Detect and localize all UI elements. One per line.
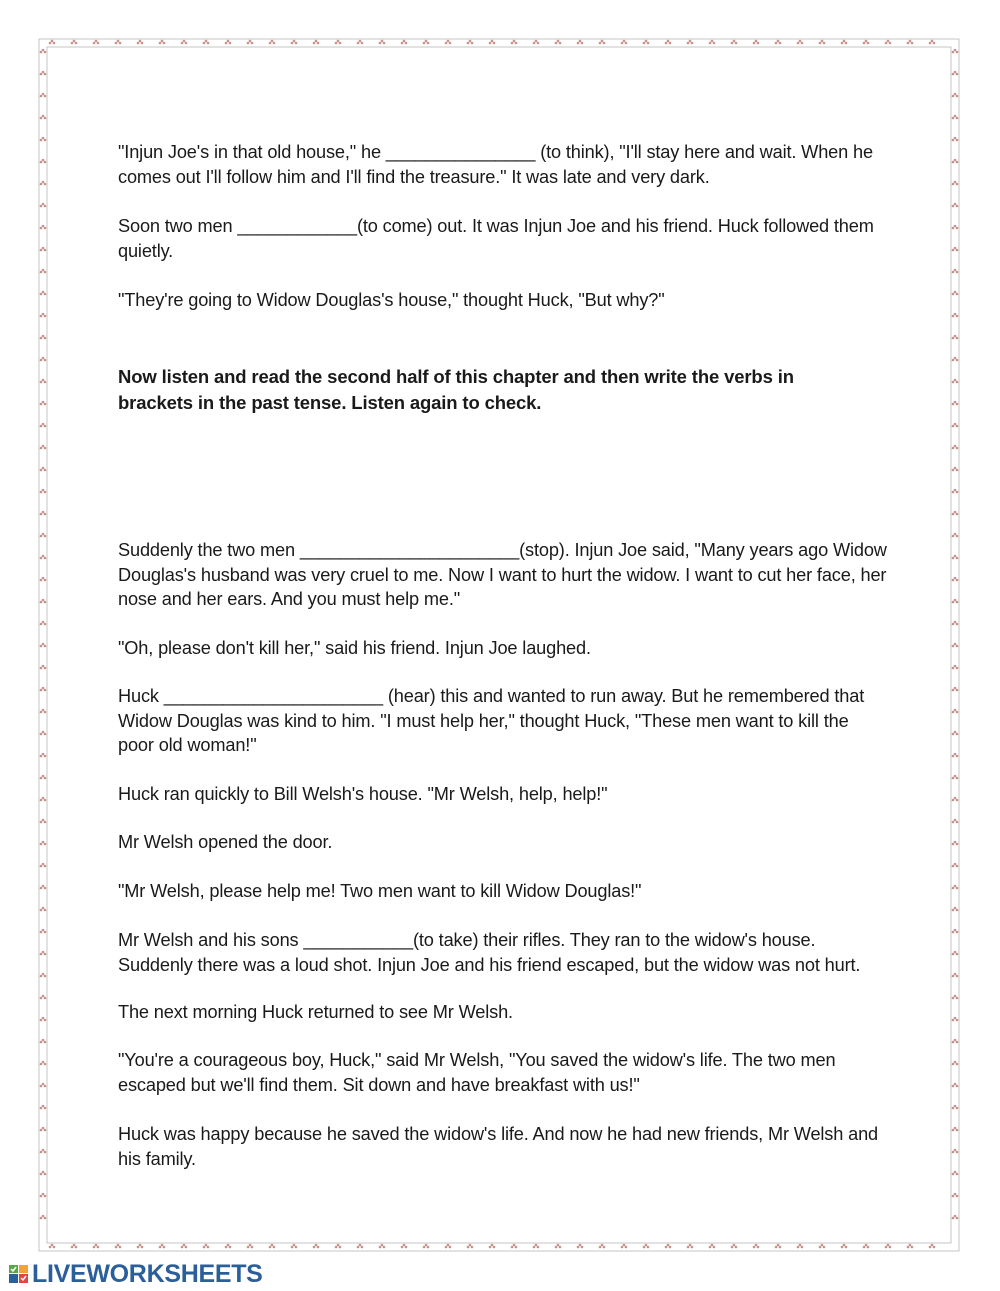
paragraph-3: "They're going to Widow Douglas's house," thought Huck, "But why?": [118, 290, 665, 310]
paragraph-1: "Injun Joe's in that old house," he _______________ (to think), "I'll stay here and wait. When he comes out I'll follow him and I'll find the treasure." It was late and very dark.: [118, 142, 873, 187]
paragraph-6: Huck ______________________ (hear) this and wanted to run away. But he remembered that Widow Douglas was kind to him. "I must help her," thought Huck, "These men want to kill the poor old woman!": [118, 686, 865, 755]
paragraph-12: "You're a courageous boy, Huck," said Mr Welsh, "You saved the widow's life. The two men escaped but we'll find them. Sit down and have breakfast with us!": [118, 1050, 836, 1095]
paragraph-7: Huck ran quickly to Bill Welsh's house. "Mr Welsh, help, help!": [118, 784, 608, 804]
instruction-heading: Now listen and read the second half of this chapter and then write the verbs in brackets in the past tense. Listen again to check.: [118, 366, 794, 413]
liveworksheets-logo[interactable]: [8, 1261, 263, 1287]
paragraph-4: Suddenly the two men ______________________(stop). Injun Joe said, "Many years ago Widow Douglas's husband was very cruel to me. Now I want to hurt the widow. I want to cut her face, her nose and her ears. And you must help me.": [118, 540, 887, 609]
paragraph-8: Mr Welsh opened the door.: [118, 832, 333, 852]
paragraph-5: "Oh, please don't kill her," said his friend. Injun Joe laughed.: [118, 638, 591, 658]
paragraph-13: Huck was happy because he saved the widow's life. And now he had new friends, Mr Welsh and his family.: [118, 1124, 879, 1169]
paragraph-9: "Mr Welsh, please help me! Two men want to kill Widow Douglas!": [118, 881, 642, 901]
paragraph-11: The next morning Huck returned to see Mr Welsh.: [118, 1002, 513, 1022]
paragraph-2: Soon two men ____________(to come) out. It was Injun Joe and his friend. Huck followed them quietly.: [118, 216, 874, 261]
logo-text: LIVEWORKSHEETS: [32, 1260, 263, 1288]
liveworksheets-logo-icon: [8, 1263, 30, 1285]
paragraph-10: Mr Welsh and his sons ___________(to take) their rifles. They ran to the widow's house. Suddenly there was a loud shot. Injun Joe and his friend escaped, but the widow was not hurt.: [118, 930, 861, 975]
